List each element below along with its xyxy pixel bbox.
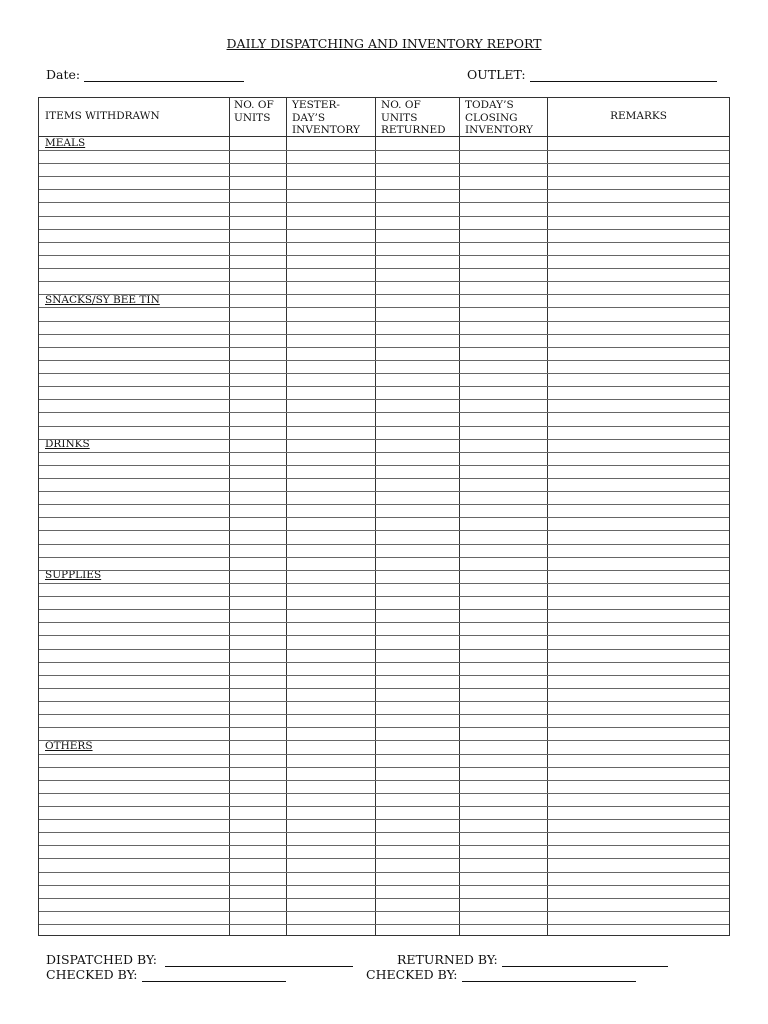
checked-by-label-right: CHECKED BY:: [366, 967, 458, 982]
row-line: [39, 806, 729, 807]
row-line: [39, 675, 729, 676]
checked-by-blank-line-left[interactable]: [142, 969, 286, 982]
row-line: [39, 858, 729, 859]
row-line: [39, 504, 729, 505]
dispatched-by-label: DISPATCHED BY:: [46, 952, 157, 967]
row-line: [39, 530, 729, 531]
row-line: [39, 294, 729, 295]
header-separator: [39, 136, 729, 137]
column-header-items: ITEMS WITHDRAWN: [45, 110, 160, 122]
row-line: [39, 478, 729, 479]
row-line: [39, 334, 729, 335]
row-line: [39, 845, 729, 846]
returned-by-field[interactable]: [397, 952, 668, 967]
row-line: [39, 150, 729, 151]
row-line: [39, 754, 729, 755]
report-title: DAILY DISPATCHING AND INVENTORY REPORT: [226, 36, 542, 51]
checked-by-blank-line-right[interactable]: [462, 969, 636, 982]
row-line: [39, 202, 729, 203]
row-line: [39, 281, 729, 282]
section-label-supplies: SUPPLIES: [45, 569, 102, 581]
row-line: [39, 189, 729, 190]
section-label-snacks: SNACKS/SY BEE TIN: [45, 294, 160, 306]
row-line: [39, 465, 729, 466]
column-header-units: NO. OF UNITS: [234, 99, 274, 124]
row-line: [39, 360, 729, 361]
section-label-others: OTHERS: [45, 740, 93, 752]
row-line: [39, 321, 729, 322]
row-line: [39, 347, 729, 348]
row-line: [39, 373, 729, 374]
row-line: [39, 163, 729, 164]
dispatched-by-blank-line[interactable]: [165, 954, 353, 967]
row-line: [39, 872, 729, 873]
column-header-yesterday: YESTER- DAY’S INVENTORY: [292, 99, 360, 136]
section-label-drinks: DRINKS: [45, 438, 90, 450]
row-line: [39, 596, 729, 597]
dispatched-by-field[interactable]: [46, 952, 353, 967]
row-line: [39, 439, 729, 440]
checked-by-field-right[interactable]: [366, 967, 636, 982]
column-header-closing: TODAY’S CLOSING INVENTORY: [465, 99, 533, 136]
row-line: [39, 517, 729, 518]
row-line: [39, 426, 729, 427]
row-line: [39, 740, 729, 741]
row-line: [39, 701, 729, 702]
row-line: [39, 649, 729, 650]
column-header-remarks: REMARKS: [610, 110, 667, 122]
row-line: [39, 688, 729, 689]
row-line: [39, 793, 729, 794]
row-line: [39, 635, 729, 636]
outlet-label: OUTLET:: [467, 67, 526, 82]
row-line: [39, 714, 729, 715]
row-line: [39, 307, 729, 308]
row-line: [39, 544, 729, 545]
row-line: [39, 832, 729, 833]
date-field[interactable]: [46, 67, 244, 82]
checked-by-label-left: CHECKED BY:: [46, 967, 138, 982]
row-line: [39, 268, 729, 269]
row-line: [39, 780, 729, 781]
row-line: [39, 609, 729, 610]
row-line: [39, 662, 729, 663]
row-line: [39, 819, 729, 820]
row-line: [39, 242, 729, 243]
row-line: [39, 924, 729, 925]
row-line: [39, 622, 729, 623]
row-line: [39, 399, 729, 400]
returned-by-label: RETURNED BY:: [397, 952, 498, 967]
row-line: [39, 898, 729, 899]
returned-by-blank-line[interactable]: [502, 954, 668, 967]
row-line: [39, 727, 729, 728]
row-line: [39, 229, 729, 230]
row-line: [39, 491, 729, 492]
row-line: [39, 885, 729, 886]
row-line: [39, 583, 729, 584]
row-line: [39, 557, 729, 558]
row-line: [39, 911, 729, 912]
date-blank-line[interactable]: [84, 69, 244, 82]
inventory-table: [38, 97, 730, 936]
row-line: [39, 452, 729, 453]
row-line: [39, 386, 729, 387]
row-line: [39, 216, 729, 217]
checked-by-field-left[interactable]: [46, 967, 286, 982]
date-label: Date:: [46, 67, 81, 82]
section-label-meals: MEALS: [45, 137, 86, 149]
row-line: [39, 767, 729, 768]
row-line: [39, 176, 729, 177]
column-header-returned: NO. OF UNITS RETURNED: [381, 99, 446, 136]
outlet-field[interactable]: [467, 67, 717, 82]
row-line: [39, 412, 729, 413]
outlet-blank-line[interactable]: [530, 69, 717, 82]
row-line: [39, 570, 729, 571]
row-line: [39, 255, 729, 256]
